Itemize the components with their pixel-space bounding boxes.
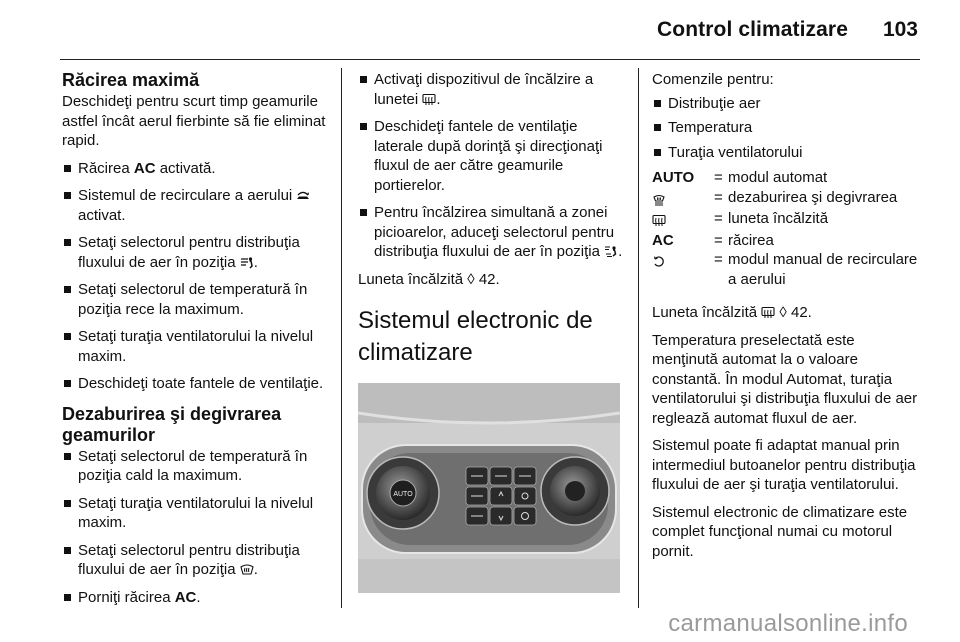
legend-desc: luneta încălzită — [728, 210, 829, 227]
list-item: Răcirea AC activată. — [62, 159, 334, 179]
legend-desc: dezaburirea şi degivrarea — [728, 188, 898, 206]
max-cooling-intro: Deschideţi pentru scurt timp geamurile astfel încât aerul fierbinte să fie eliminat rapid. — [62, 93, 326, 149]
rear-window-reference: Luneta încălzită ◊ 42. — [358, 270, 500, 288]
section-heading-electronic-climate: Sistemul electronic de climatizare — [358, 307, 593, 366]
recirculation-car-icon — [296, 189, 310, 202]
list-item: Distribuţie aer — [652, 94, 924, 114]
page-title: Control climatizare — [657, 18, 848, 41]
windscreen-defrost-icon — [240, 563, 254, 576]
section-heading-max-cooling: Răcirea maximă — [62, 70, 200, 90]
list-item: Setaţi turaţia ventilatorului la nivelul maxim. — [62, 494, 334, 533]
page-header — [60, 0, 920, 60]
list-item: Pentru încălzirea simultană a zonei picioarelor, aduceţi selectorul pentru distribuţia fluxului de aer în poziţia . — [358, 203, 628, 262]
rear-window-heat-icon — [761, 306, 775, 319]
paragraph: Sistemul poate fi adaptat manual prin intermediul butoanelor pentru distribuţia fluxului de aer şi turaţia ventilatorului. — [652, 437, 916, 493]
list-item: Sistemul de recirculare a aerului activat. — [62, 186, 334, 225]
list-item: Activaţi dispozitivul de încălzire a lunetei . — [358, 70, 628, 109]
windscreen-and-footwell-icon — [604, 245, 618, 258]
rear-window-reference: Luneta încălzită ◊ 42. — [652, 304, 812, 321]
column-divider-left — [341, 68, 342, 608]
air-to-face-icon — [240, 256, 254, 269]
legend-desc: răcirea — [728, 231, 774, 249]
list-item: Setaţi selectorul pentru distribuţia fluxului de aer în poziţia . — [62, 233, 334, 272]
paragraph: Temperatura preselectată este menţinută automat la o valoare constantă. În modul Automat, turaţia ventilatorului şi distribuţia fluxului de aer reglează automat fluxul de aer. — [652, 331, 918, 427]
section-heading-defrost: Dezaburirea şi degivrarea geamurilor — [62, 403, 282, 445]
column-3 — [652, 70, 924, 569]
page-number: 103 — [882, 18, 918, 41]
list-item: Setaţi selectorul pentru distribuţia fluxului de aer în poziţia . — [62, 541, 334, 580]
rear-window-heat-icon — [422, 93, 436, 106]
ac-label: AC — [174, 588, 197, 606]
defrost-steps — [62, 447, 334, 608]
legend-desc: modul manual de recirculare a aerului — [728, 251, 918, 288]
list-item: Setaţi selectorul de temperatură în poziţia rece la maximum. — [62, 280, 334, 319]
column-1 — [62, 70, 334, 615]
max-defrost-icon — [652, 193, 666, 206]
list-item: Deschideţi fantele de ventilaţie laterale după dorinţă şi direcţionaţi fluxul de aer către geamurile portierelor. — [358, 117, 628, 195]
paragraph: Sistemul electronic de climatizare este complet funcţional numai cu motorul pornit. — [652, 503, 908, 560]
symbol-legend: AUTO = modul automat = dezaburirea şi degivrarea = luneta încălzită AC = răcirea = modul manual de recirculare a aerului — [652, 168, 924, 289]
list-item: Setaţi selectorul de temperatură în poziţia cald la maximum. — [62, 447, 334, 486]
watermark: carmanualsonline.info — [668, 610, 908, 637]
defrost-steps-continued — [358, 70, 628, 262]
recirculation-icon — [652, 255, 666, 268]
list-item: Temperatura — [652, 118, 924, 138]
list-item: Turaţia ventilatorului — [652, 143, 924, 163]
legend-desc: modul automat — [728, 169, 828, 186]
controls-intro: Comenzile pentru: — [652, 71, 774, 88]
climate-control-panel-photo — [358, 383, 620, 593]
controls-list — [652, 94, 924, 163]
column-divider-right — [638, 68, 639, 608]
legend-key-auto: AUTO — [652, 169, 695, 186]
rear-window-heat-icon — [652, 214, 666, 227]
max-cooling-steps — [62, 159, 334, 394]
auto-button-label: AUTO — [393, 491, 413, 498]
legend-key-ac: AC — [652, 231, 674, 249]
list-item: Deschideţi toate fantele de ventilaţie. — [62, 374, 334, 394]
ac-label: AC — [133, 159, 156, 177]
column-2 — [358, 70, 628, 593]
list-item: Setaţi turaţia ventilatorului la nivelul maxim. — [62, 327, 334, 366]
list-item: Porniţi răcirea AC. — [62, 588, 334, 608]
